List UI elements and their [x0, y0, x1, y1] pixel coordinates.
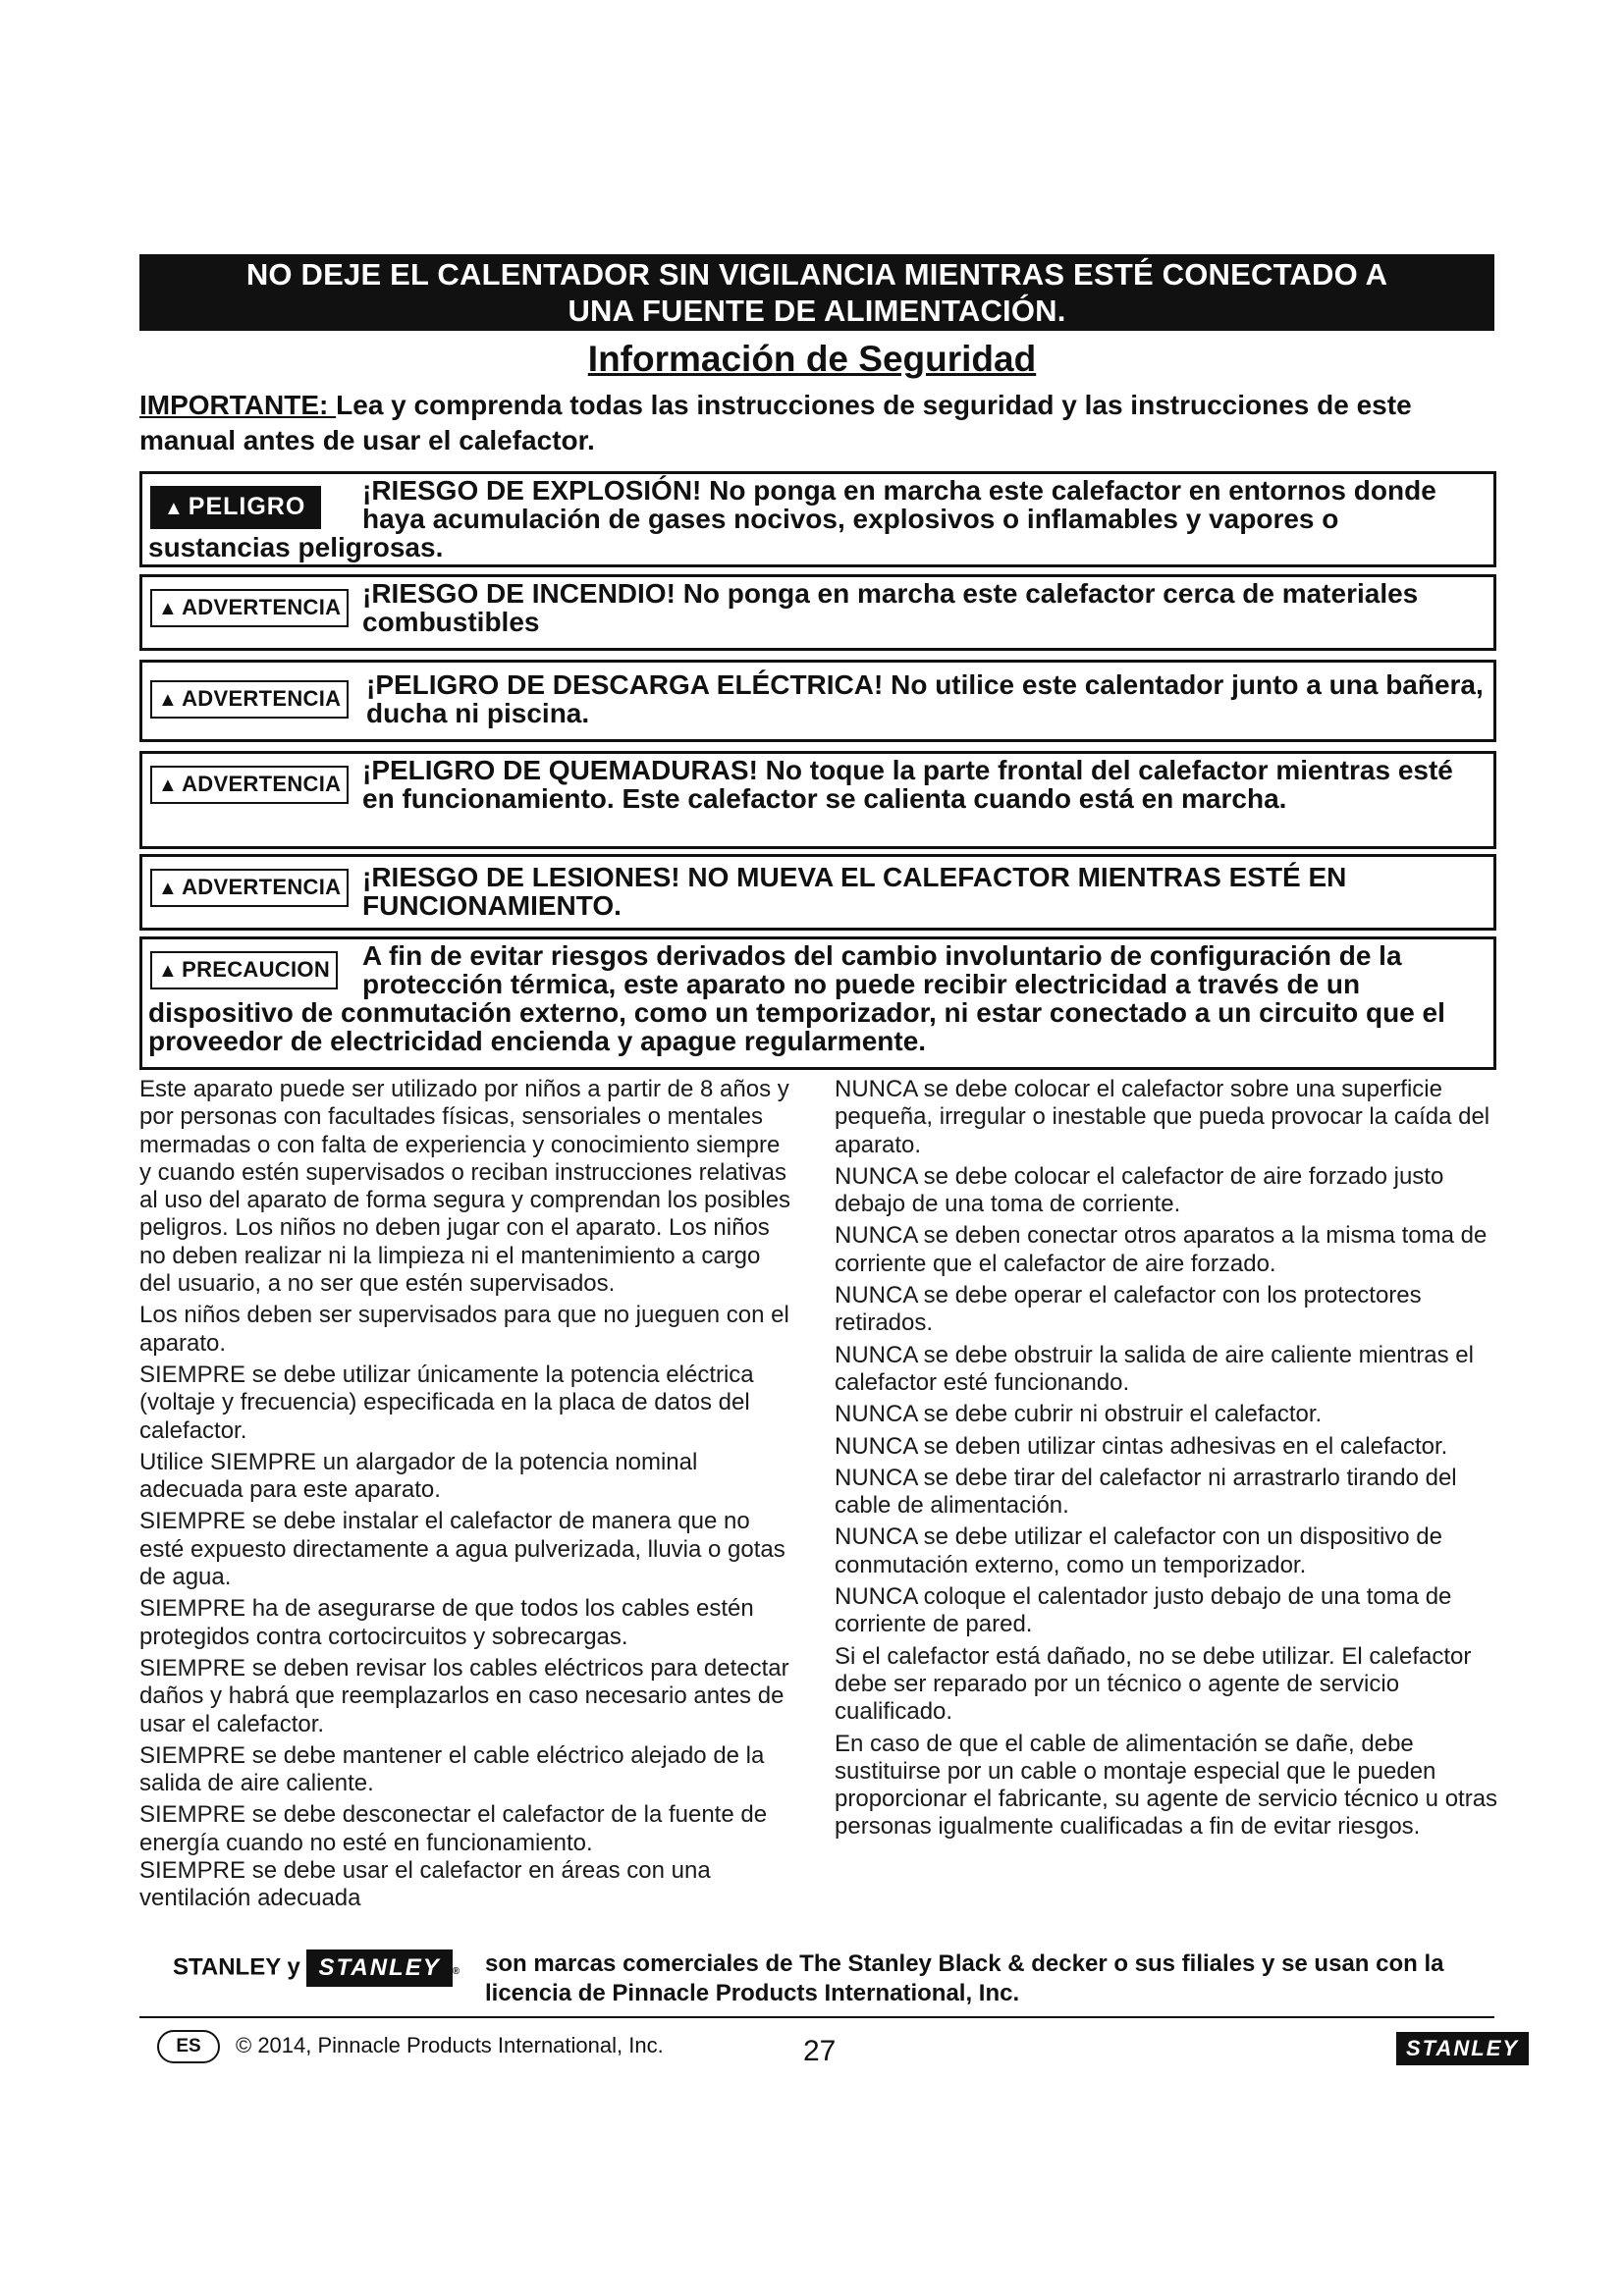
warning-box-burn [139, 751, 1496, 849]
safety-paragraph: SIEMPRE se debe desconectar el calefactor de la fuente de energía cuando no esté en funcionamiento. [139, 1801, 768, 1856]
right-column [835, 1076, 1502, 1845]
warning-box-injury [139, 854, 1496, 931]
warning-triangle-icon: ▲ [158, 774, 179, 796]
warning-text: ¡PELIGRO DE DESCARGA ELÉCTRICA! No utilice este calentador junto a una bañera, ducha ni piscina. [366, 669, 1484, 728]
page-footer [0, 2024, 1624, 2073]
section-title: Información de Seguridad [587, 339, 1037, 379]
copyright: © 2014, Pinnacle Products International, Inc. [236, 2033, 664, 2057]
caution-label: ▲ PRECAUCION [150, 951, 338, 989]
safety-paragraph: NUNCA se debe tirar del calefactor ni arrastrarlo tirando del cable de alimentación. [835, 1464, 1457, 1520]
safety-paragraph: NUNCA se debe utilizar el calefactor con un dispositivo de conmutación externo, como un temporizador. [835, 1523, 1442, 1578]
safety-paragraph: SIEMPRE se deben revisar los cables eléctricos para detectar daños y habrá que reemplazarlos en caso necesario antes de usar el calefactor. [139, 1654, 789, 1737]
warning-text: ¡RIESGO DE LESIONES! NO MUEVA EL CALEFACTOR MIENTRAS ESTÉ EN FUNCIONAMIENTO. [362, 862, 1347, 921]
warning-box-caution [139, 936, 1496, 1070]
safety-paragraph: NUNCA se debe colocar el calefactor sobre una superficie pequeña, irregular o inestable que pueda provocar la caída del aparato. [835, 1076, 1490, 1158]
safety-paragraph: NUNCA se deben utilizar cintas adhesivas en el calefactor. [835, 1432, 1448, 1460]
intro-text: Lea y comprenda todas las instrucciones de seguridad y las instrucciones de este manual antes de usar el calefactor. [139, 390, 1412, 455]
safety-paragraph: NUNCA se debe cubrir ni obstruir el calefactor. [835, 1401, 1323, 1428]
safety-paragraph: SIEMPRE se debe instalar el calefactor de manera que no esté expuesto directamente a agua pulverizada, lluvia o gotas de agua. [139, 1508, 785, 1591]
warning-triangle-icon: ▲ [158, 598, 179, 619]
left-column [139, 1076, 797, 1917]
safety-paragraph: SIEMPRE ha de asegurarse de que todos los cables estén protegidos contra cortocircuitos y sobrecargas. [139, 1595, 754, 1650]
safety-paragraph: SIEMPRE se debe mantener el cable eléctrico alejado de la salida de aire caliente. [139, 1741, 765, 1797]
unattended-warning-banner [139, 254, 1494, 331]
safety-paragraph: NUNCA se deben conectar otros aparatos a la misma toma de corriente que el calefactor de aire forzado. [835, 1222, 1488, 1277]
safety-paragraph: NUNCA coloque el calentador justo debajo de una toma de corriente de pared. [835, 1583, 1452, 1638]
footer-stanley-logo: STANLEY [1396, 2032, 1529, 2065]
warning-triangle-icon: ▲ [158, 689, 179, 711]
safety-paragraph: En caso de que el cable de alimentación se dañe, debe sustituirse por un cable o montaje especial que le pueden proporcionar el fabricante, su agente de servicio técnico u otras personas igualmente cualificadas a fin de evitar riesgos. [835, 1730, 1498, 1841]
trademark-text: son marcas comerciales de The Stanley Black & decker o sus filiales y se usan con la licencia de Pinnacle Products International, Inc. [485, 1950, 1444, 2006]
banner-line-2: UNA FUENTE DE ALIMENTACIÓN. [568, 294, 1066, 328]
warning-text: ¡RIESGO DE EXPLOSIÓN! No ponga en marcha este calefactor en entornos donde haya acumulación de gases nocivos, explosivos o inflamables y vapores o sustancias peligrosas. [148, 475, 1436, 562]
safety-paragraph: SIEMPRE se debe utilizar únicamente la potencia eléctrica (voltaje y frecuencia) especificada en la placa de datos del calefactor. [139, 1361, 754, 1444]
danger-label: ▲ PELIGRO [150, 486, 321, 529]
trademark-lead: STANLEY y [173, 1953, 300, 1981]
warning-triangle-icon: ▲ [164, 498, 185, 519]
safety-paragraph: NUNCA se debe operar el calefactor con los protectores retirados. [835, 1282, 1422, 1337]
warning-label: ▲ ADVERTENCIA [150, 680, 349, 719]
warning-box-fire [139, 574, 1496, 651]
warning-triangle-icon: ▲ [158, 960, 179, 982]
warning-label: ▲ ADVERTENCIA [150, 589, 349, 627]
safety-paragraph: NUNCA se debe colocar el calefactor de aire forzado justo debajo de una toma de corriente. [835, 1162, 1444, 1218]
warning-text: A fin de evitar riesgos derivados del cambio involuntario de configuración de la protección térmica, este aparato no puede recibir electricidad a través de un dispositivo de conmutación externo, como un temporizador, ni estar conectado a un circuito que el proveedor de electricidad encienda y apague regularmente. [148, 940, 1445, 1056]
safety-paragraph: NUNCA se debe obstruir la salida de aire caliente mientras el calefactor esté funcionando. [835, 1341, 1474, 1396]
safety-paragraph: Utilice SIEMPRE un alargador de la potencia nominal adecuada para este aparato. [139, 1448, 698, 1504]
safety-paragraph: Si el calefactor está dañado, no se debe utilizar. El calefactor debe ser reparado por un técnico o agente de servicio cualificado. [835, 1642, 1472, 1726]
manual-page: NO DEJE EL CALENTADOR SIN VIGILANCIA MIENTRAS ESTÉ CONECTADO A UNA FUENTE DE ALIMENTACIÓN. Información de Seguridad IMPORTANTE: Lea y comprenda todas las instrucciones de seguridad y las instrucciones de este manual antes de usar el calefactor. ¡RIESGO DE EXPLOSIÓN! No ponga en marcha este calefactor en entornos donde haya acumulación de gases nocivos, explosivos o inflamables y vapores o sustancias peligrosas. ▲ PELIGRO ¡RIESGO DE INCENDIO! No ponga en marcha este calefactor cerca de materiales combustibles ▲ ADVERTENCIA ¡PELIGRO DE DESCARGA ELÉCTRICA! No utilice este calentador junto a una bañera, ducha ni piscina. ▲ ADVERTENCIA ¡PELIGRO DE QUEMADURAS! No toque la parte frontal del calefactor mientras esté en funcionamiento. Este calefactor se calienta cuando está en marcha. ▲ ADVERTENCIA ¡RIESGO DE LESIONES! NO MUEVA EL CALEFACTOR MIENTRAS ESTÉ EN FUNCIONAMIENTO. ▲ ADVERTENCIA A fin de evitar riesgos derivados del cambio involuntario de configuración de la protección térmica, este aparato no puede recibir electricidad a través de un dispositivo de conmutación externo, como un temporizador, ni estar conectado a un circuito que el proveedor de electricidad encienda y apague regularmente. ▲ PRECAUCION Este aparato puede ser utilizado por niños a partir de 8 años y por personas con facultades físicas, sensoriales o mentales mermadas o con falta de experiencia y conocimiento siempre y cuando estén supervisados o reciban instrucciones relativas al uso del aparato de forma segura y comprendan los posibles peligros. Los niños no deben jugar con el aparato. Los niños no deben realizar ni la limpieza ni el mantenimiento a cargo del usuario, a no ser que estén supervisados. Los niños deben ser supervisados para que no jueguen con el aparato. SIEMPRE se debe utilizar únicamente la potencia eléctrica (voltaje y frecuencia) especificada en la placa de datos del calefactor. Utilice SIEMPRE un alargador de la potencia nominal adecuada para este aparato. SIEMPRE se debe instalar el calefactor de manera que no esté expuesto directamente a agua pulverizada, lluvia o gotas de agua. SIEMPRE ha de asegurarse de que todos los cables estén protegidos contra cortocircuitos y sobrecargas. SIEMPRE se deben revisar los cables eléctricos para detectar daños y habrá que reemplazarlos en caso necesario antes de usar el calefactor. SIEMPRE se debe mantener el cable eléctrico alejado de la salida de aire caliente. SIEMPRE se debe desconectar el calefactor de la fuente de energía cuando no esté en funcionamiento. SIEMPRE se debe usar el calefactor en áreas con una ventilación adecuada NUNCA se debe colocar el calefactor sobre una superficie pequeña, irregular o inestable que pueda provocar la caída del aparato. NUNCA se debe colocar el calefactor de aire forzado justo debajo de una toma de corriente. NUNCA se deben conectar otros aparatos a la misma toma de corriente que el calefactor de aire forzado. NUNCA se debe operar el calefactor con los protectores retirados. NUNCA se debe obstruir la salida de aire caliente mientras el calefactor esté funcionando. NUNCA se debe cubrir ni obstruir el calefactor. NUNCA se deben utilizar cintas adhesivas en el calefactor. NUNCA se debe tirar del calefactor ni arrastrarlo tirando del cable de alimentación. NUNCA se debe utilizar el calefactor con un dispositivo de conmutación externo, como un temporizador. NUNCA coloque el calentador justo debajo de una toma de corriente de pared. Si el calefactor está dañado, no se debe utilizar. El calefactor debe ser reparado por un técnico o agente de servicio cualificado. En caso de que el cable de alimentación se dañe, debe sustituirse por un cable o montaje especial que le pueden proporcionar el fabricante, su agente de servicio técnico u otras personas igualmente cualificadas a fin de evitar riesgos. STANLEY y STANLEY ® son marcas comerciales de The Stanley Black & decker o sus filiales y se usan con la licencia de Pinnacle Products International, Inc. ES © 2014, Pinnacle Products International, Inc. 27 STANLEY [0, 0, 1624, 2296]
stanley-logo: STANLEY [306, 1949, 452, 1987]
warning-label: ▲ ADVERTENCIA [150, 869, 349, 907]
safety-paragraph: SIEMPRE se debe usar el calefactor en áreas con una ventilación adecuada [139, 1857, 711, 1912]
warning-box-electric [139, 660, 1496, 742]
banner-line-1: NO DEJE EL CALENTADOR SIN VIGILANCIA MIENTRAS ESTÉ CONECTADO A [245, 257, 1388, 292]
footer-divider [139, 2016, 1494, 2018]
safety-paragraph: Este aparato puede ser utilizado por niños a partir de 8 años y por personas con facultades físicas, sensoriales o mentales mermadas o con falta de experiencia y conocimiento siempre y cuando estén supervisados o reciban instrucciones relativas al uso del aparato de forma segura y comprendan los posibles peligros. Los niños no deben jugar con el aparato. Los niños no deben realizar ni la limpieza ni el mantenimiento a cargo del usuario, a no ser que estén supervisados. [139, 1076, 791, 1298]
warning-text: ¡RIESGO DE INCENDIO! No ponga en marcha este calefactor cerca de materiales combustibles [362, 578, 1419, 637]
page-number: 27 [803, 2035, 837, 2067]
safety-paragraph: Los niños deben ser supervisados para que no jueguen con el aparato. [139, 1302, 789, 1357]
warning-label: ▲ ADVERTENCIA [150, 766, 349, 804]
intro-label: IMPORTANTE: [139, 390, 337, 420]
language-badge: ES [157, 2030, 220, 2063]
intro-paragraph [139, 388, 1494, 458]
warning-triangle-icon: ▲ [158, 878, 179, 899]
warning-box-explosion [139, 471, 1496, 567]
warning-text: ¡PELIGRO DE QUEMADURAS! No toque la parte frontal del calefactor mientras esté en funcionamiento. Este calefactor se calienta cuando está en marcha. [362, 755, 1453, 814]
